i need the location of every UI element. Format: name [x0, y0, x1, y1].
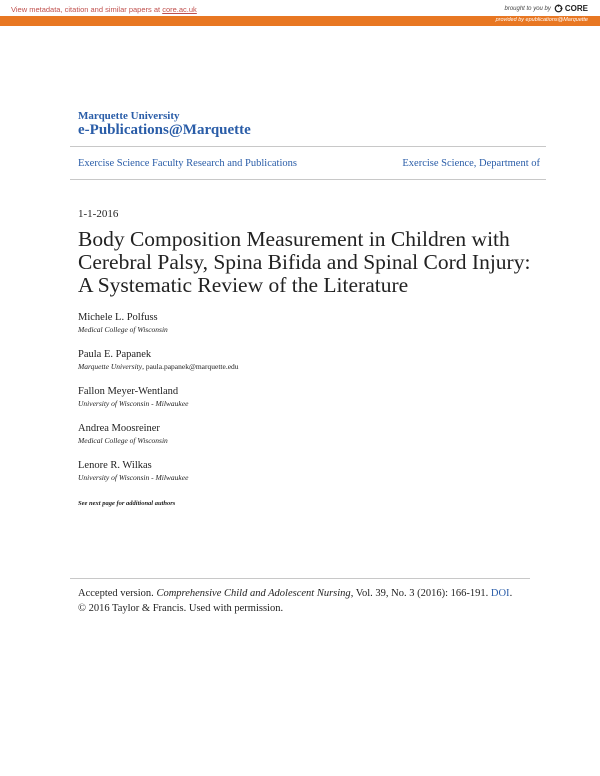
- author-name[interactable]: Paula E. Papanek: [78, 349, 152, 360]
- provided-by-text: provided by epublications@Marquette: [495, 17, 588, 23]
- author-affiliation: Medical College of Wisconsin: [78, 325, 168, 334]
- core-banner: [0, 0, 600, 16]
- author-affiliation: University of Wisconsin - Milwaukee: [78, 399, 189, 408]
- author-name[interactable]: Lenore R. Wilkas: [78, 460, 152, 471]
- citation-block: [78, 586, 538, 616]
- core-link-site[interactable]: core.ac.uk: [162, 5, 197, 14]
- author-affiliation: [78, 361, 548, 372]
- author-item: [78, 385, 548, 422]
- author-email[interactable]: , paula.papanek@marquette.edu: [142, 362, 239, 371]
- core-logo[interactable]: [554, 4, 588, 13]
- citation-suffix: .: [509, 588, 513, 599]
- header-divider-top: [70, 146, 546, 147]
- repository-name[interactable]: e-Publications@Marquette: [78, 122, 251, 138]
- author-affiliation: Medical College of Wisconsin: [78, 436, 168, 445]
- core-brand: [505, 4, 589, 13]
- author-name[interactable]: Michele L. Polfuss: [78, 312, 158, 323]
- paper-title: Body Composition Measurement in Children with Cerebral Palsy, Spina Bifida and Spinal Cord Injury: A Systematic Review of the Literature: [78, 227, 531, 297]
- citation-journal: Comprehensive Child and Adolescent Nursing: [156, 588, 351, 599]
- core-logo-icon: [554, 4, 563, 13]
- author-item: [78, 459, 548, 496]
- citation-prefix: Accepted version.: [78, 588, 157, 599]
- citation-divider: [70, 578, 530, 579]
- core-link-prefix: View metadata, citation and similar papers at: [11, 5, 163, 14]
- doi-link[interactable]: DOI: [490, 588, 510, 599]
- copyright-notice: © 2016 Taylor & Francis. Used with permission.: [78, 603, 284, 614]
- publication-date: 1-1-2016: [78, 208, 119, 220]
- brought-by-text: brought to you by: [504, 5, 551, 12]
- author-item: [78, 422, 548, 459]
- additional-authors-note: See next page for additional authors: [78, 500, 176, 507]
- university-name[interactable]: Marquette University: [78, 110, 180, 122]
- core-provider-bar: [0, 16, 600, 26]
- author-list: [78, 311, 548, 496]
- author-item: [78, 348, 548, 385]
- author-affiliation: University of Wisconsin - Milwaukee: [78, 473, 189, 482]
- author-name[interactable]: Fallon Meyer-Wentland: [78, 386, 179, 397]
- collection-link[interactable]: Exercise Science Faculty Research and Publications: [78, 158, 297, 169]
- department-link[interactable]: Exercise Science, Department of: [402, 158, 540, 169]
- citation-details: , Vol. 39, No. 3 (2016): 166-191.: [350, 588, 491, 599]
- author-affiliation-text: Marquette University: [78, 362, 143, 371]
- header-divider-bottom: [70, 179, 546, 180]
- core-logo-text: CORE: [564, 4, 588, 13]
- core-metadata-link[interactable]: [11, 5, 197, 14]
- author-item: [78, 311, 548, 348]
- author-name[interactable]: Andrea Moosreiner: [78, 423, 160, 434]
